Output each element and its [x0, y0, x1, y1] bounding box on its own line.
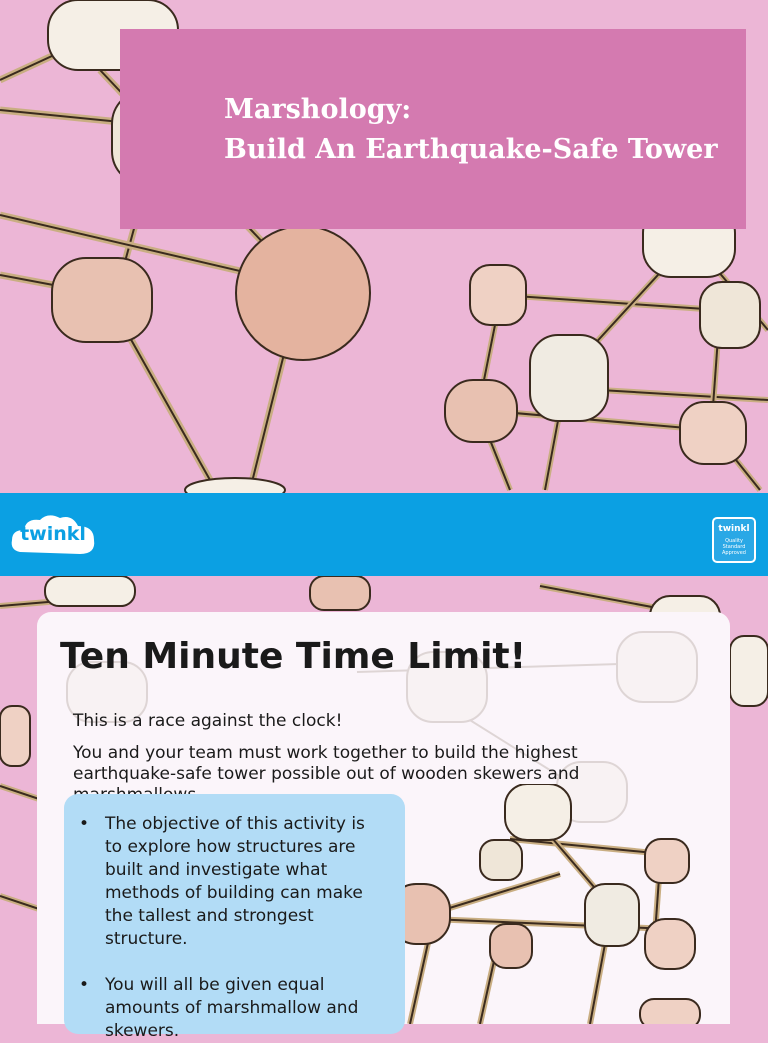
instructions-paragraph: You and your team must work together to build the highest earthquake-safe tower possible out of wooden skewers and — [73, 743, 580, 784]
quality-badge — [712, 517, 756, 563]
marshmallow-tower-illustration — [390, 784, 750, 1024]
slide-heading: Ten Minute Time Limit! — [60, 636, 527, 677]
brand-band — [0, 493, 768, 576]
badge-text: Quality Standard Approved — [722, 538, 746, 556]
bullet-marker: • — [79, 975, 90, 995]
bullet-text: The objective of this activity is to explore how structures are built and investigate what methods of building can make the tallest and strongest structure. — [105, 814, 365, 949]
intro-text: This is a race against the clock! — [73, 711, 343, 731]
slide-title-line1: Marshology: — [224, 94, 412, 125]
title-slide — [0, 0, 768, 493]
bullet-marker: • — [79, 814, 90, 834]
badge-logo: twinkl — [718, 524, 750, 534]
title-banner — [120, 29, 746, 229]
slide-title-line2: Build An Earthquake-Safe Tower — [224, 134, 718, 165]
bullet-text: You will all be given equal amounts of marshmallow and skewers. — [105, 975, 359, 1041]
twinkl-logo: twinkl — [20, 523, 86, 545]
